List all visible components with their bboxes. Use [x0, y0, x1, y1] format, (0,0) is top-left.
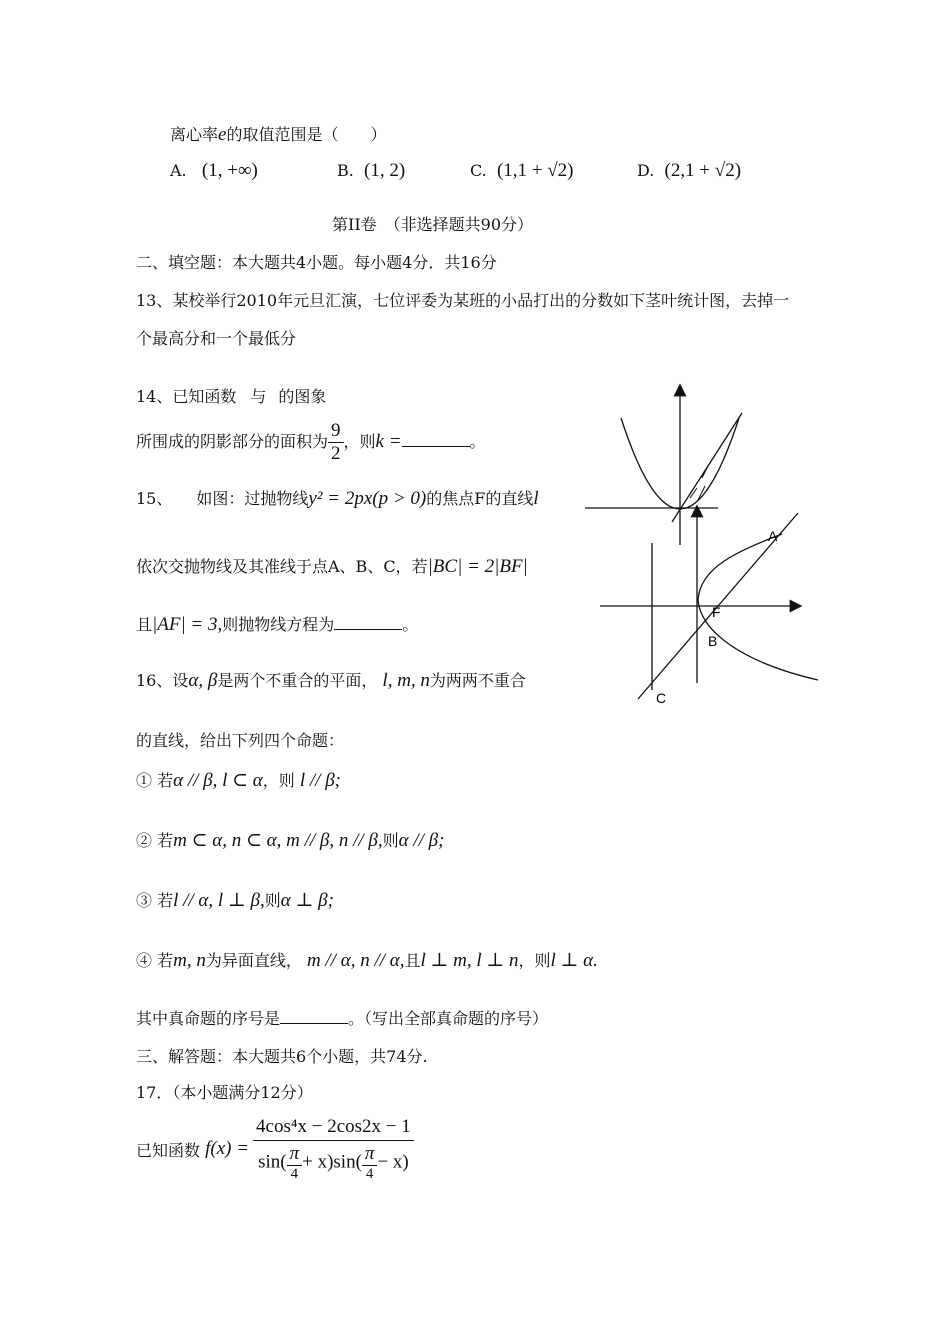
q12-option-d: D. (2,1 + √2) — [637, 160, 742, 181]
q16-prop-3: ③ 若l // α, l ⊥ β,则α ⊥ β; — [136, 890, 334, 911]
q17-fraction: 4cos⁴x − 2cos2x − 1 sin( $\frac{\pi}{4}$ + x)sin( $\frac{\pi}{4}$ − x) — [253, 1116, 414, 1183]
q15-line2: 依次交抛物线及其准线于点A、B、C，若|BC| = 2|BF| — [136, 556, 528, 577]
q16-prop-1: ① 若α // β, l ⊂ α，则 l // β; — [136, 770, 342, 791]
q13-line1: 13、某校举行2010年元旦汇演，七位评委为某班的小品打出的分数如下茎叶统计图，去掉一 — [136, 291, 790, 310]
section2-title: 第II卷 （非选择题共90分） — [332, 215, 534, 234]
point-f-label: F — [712, 604, 721, 620]
answer-section-header: 三、解答题：本大题共6个小题，共74分. — [136, 1047, 428, 1066]
q12-option-b: B. (1, 2) — [337, 160, 406, 181]
q14-line2: 所围成的阴影部分的面积为 $\frac{9}{2}$ ，则k = 。 — [136, 420, 486, 464]
q16-prop-4: ④ 若m, n为异面直线， m // α, n // α,且l ⊥ m, l ⊥ n，则l ⊥ α. — [136, 950, 598, 971]
q16-line2: 的直线，给出下列四个命题： — [136, 731, 345, 750]
point-c-label: C — [656, 690, 667, 706]
parabola-figure — [600, 507, 818, 699]
q17-formula: 已知函数 f(x) = 4cos⁴x − 2cos2x − 1 sin( $\frac{\pi}{4}$ + x)sin( $\frac{\pi}{4}$ − x) — [136, 1114, 414, 1184]
fill-blank-header: 二、填空题：本大题共4小题。每小题4分．共16分 — [136, 253, 497, 272]
q12-option-c: C. (1,1 + √2) — [470, 160, 574, 181]
q17-title: 17．（本小题满分12分） — [136, 1083, 313, 1102]
q12-option-a: A. (1, +∞) — [170, 160, 258, 181]
q17-denominator: sin( $\frac{\pi}{4}$ + x)sin( $\frac{\pi}{4}$ − x) — [258, 1142, 409, 1182]
q12-stem: 离心率e的取值范围是（ ） — [170, 124, 387, 145]
q15-line1: 15、 如图：过抛物线y² = 2px(p > 0)的焦点F的直线l — [136, 488, 539, 509]
q16-line1: 16、设α, β是两个不重合的平面， l, m, n为两两不重合 — [136, 670, 526, 691]
area-figure — [585, 386, 742, 545]
q15-line3: 且|AF| = 3,则抛物线方程为 。 — [136, 614, 419, 635]
q16-prop-2: ② 若m ⊂ α, n ⊂ α, m // β, n // β,则α // β; — [136, 830, 445, 851]
q13-line2: 个最高分和一个最低分 — [136, 329, 297, 348]
nine-halves-fraction: $\frac{9}{2}$ — [328, 420, 344, 465]
shaded-region — [690, 466, 708, 500]
q16-answer-line: 其中真命题的序号是 。（写出全部真命题的序号） — [136, 1009, 549, 1028]
point-a-label: A — [768, 528, 778, 544]
point-b-label: B — [708, 633, 718, 649]
q14-line1: 14、已知函数 与 的图象 — [136, 387, 327, 406]
